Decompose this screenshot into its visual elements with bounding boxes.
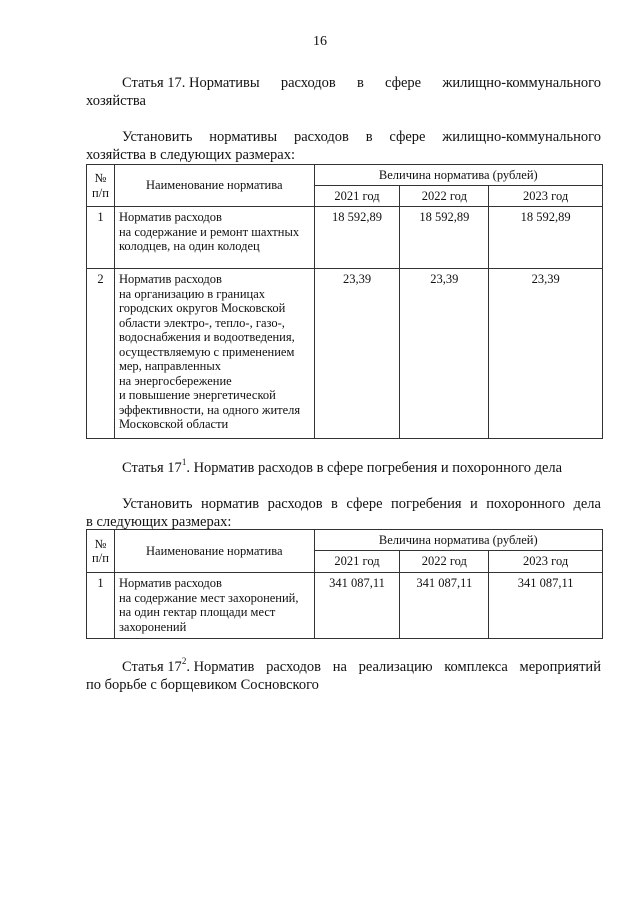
row-value-2023: 18 592,89 <box>489 207 603 269</box>
header-value: Величина норматива (рублей) <box>314 530 602 551</box>
article-17-1-intro <box>86 495 601 531</box>
row-name: Норматив расходов на организацию в границах городских округов Московской области электро-, тепло-, газо-, водоснабжения и водоотведения, осуществляемую с применением мер, направленных на энергосбережение и повышение энергетической эффективности, на одного жителя Московской области <box>114 269 314 439</box>
article-17-2-title-prefix: Статья $17^2$. Норматив <box>122 656 255 675</box>
header-year-2021: 2021 год <box>314 551 400 573</box>
header-name: Наименование норматива <box>114 530 314 573</box>
word: расходов <box>280 75 336 91</box>
article-17-2-title <box>86 658 601 694</box>
word: Установить <box>122 496 193 512</box>
header-year-2023: 2023 год <box>489 186 603 207</box>
word: сфере <box>384 75 422 91</box>
article-17-intro-line1 <box>86 128 601 146</box>
row-value-2022: 341 087,11 <box>400 573 489 639</box>
burial-norms-table <box>86 529 603 639</box>
word: расходов <box>293 129 349 145</box>
word: расходов <box>266 659 322 675</box>
word: комплекса <box>444 659 508 675</box>
row-value-2021: 341 087,11 <box>314 573 400 639</box>
word: реализацию <box>358 659 433 675</box>
article-17-1-intro-line1 <box>86 495 601 513</box>
article-17-title <box>86 74 601 110</box>
word: в <box>356 75 364 91</box>
word: расходов <box>267 496 323 512</box>
header-num: № п/п <box>87 165 115 207</box>
word: Статья 17. Нормативы <box>122 75 260 91</box>
word: и <box>470 496 478 512</box>
word: жилищно-коммунального <box>442 129 601 145</box>
header-year-2022: 2022 год <box>400 186 489 207</box>
word: в <box>331 496 338 512</box>
table-row <box>87 269 603 439</box>
article-17-intro <box>86 128 601 164</box>
word: погребения <box>391 496 462 512</box>
header-value: Величина норматива (рублей) <box>314 165 602 186</box>
article-17-title-line1 <box>86 74 601 92</box>
word: мероприятий <box>519 659 601 675</box>
row-num: 2 <box>87 269 115 439</box>
table-row <box>87 573 603 639</box>
row-num: 1 <box>87 207 115 269</box>
header-year-2022: 2022 год <box>400 551 489 573</box>
row-value-2021: 18 592,89 <box>314 207 400 269</box>
word: дела <box>573 496 601 512</box>
article-17-1-intro-line2: в следующих размерах: <box>86 514 232 530</box>
article-17-intro-line2: хозяйства в следующих размерах: <box>86 147 296 163</box>
word: жилищно-коммунального <box>442 75 601 91</box>
header-year-2021: 2021 год <box>314 186 400 207</box>
article-17-2-title-line2: по борьбе с борщевиком Сосновского <box>86 677 319 693</box>
header-year-2023: 2023 год <box>489 551 603 573</box>
article-17-1-title: Статья $17^1$. Норматив расходов в сфере погребения и похоронного дела <box>122 457 563 476</box>
table-row <box>87 207 603 269</box>
row-value-2022: 23,39 <box>400 269 489 439</box>
row-name: Норматив расходов на содержание мест захоронений, на один гектар площади мест захоронений <box>114 573 314 639</box>
word: похоронного <box>486 496 565 512</box>
row-value-2022: 18 592,89 <box>400 207 489 269</box>
article-17-2-title-line1 <box>86 658 601 676</box>
word: Установить <box>122 129 193 145</box>
row-num: 1 <box>87 573 115 639</box>
row-name: Норматив расходов на содержание и ремонт шахтных колодцев, на один колодец <box>114 207 314 269</box>
word: сфере <box>389 129 426 145</box>
word: сфере <box>346 496 383 512</box>
header-name: Наименование норматива <box>114 165 314 207</box>
row-value-2023: 23,39 <box>489 269 603 439</box>
word: на <box>332 659 347 675</box>
header-num: № п/п <box>87 530 115 573</box>
row-value-2021: 23,39 <box>314 269 400 439</box>
housing-norms-table <box>86 164 603 439</box>
word: нормативы <box>209 129 278 145</box>
word: норматив <box>200 496 260 512</box>
page-number: 16 <box>313 34 327 49</box>
row-value-2023: 341 087,11 <box>489 573 603 639</box>
article-17-title-line2: хозяйства <box>86 93 146 109</box>
word: в <box>365 129 373 145</box>
